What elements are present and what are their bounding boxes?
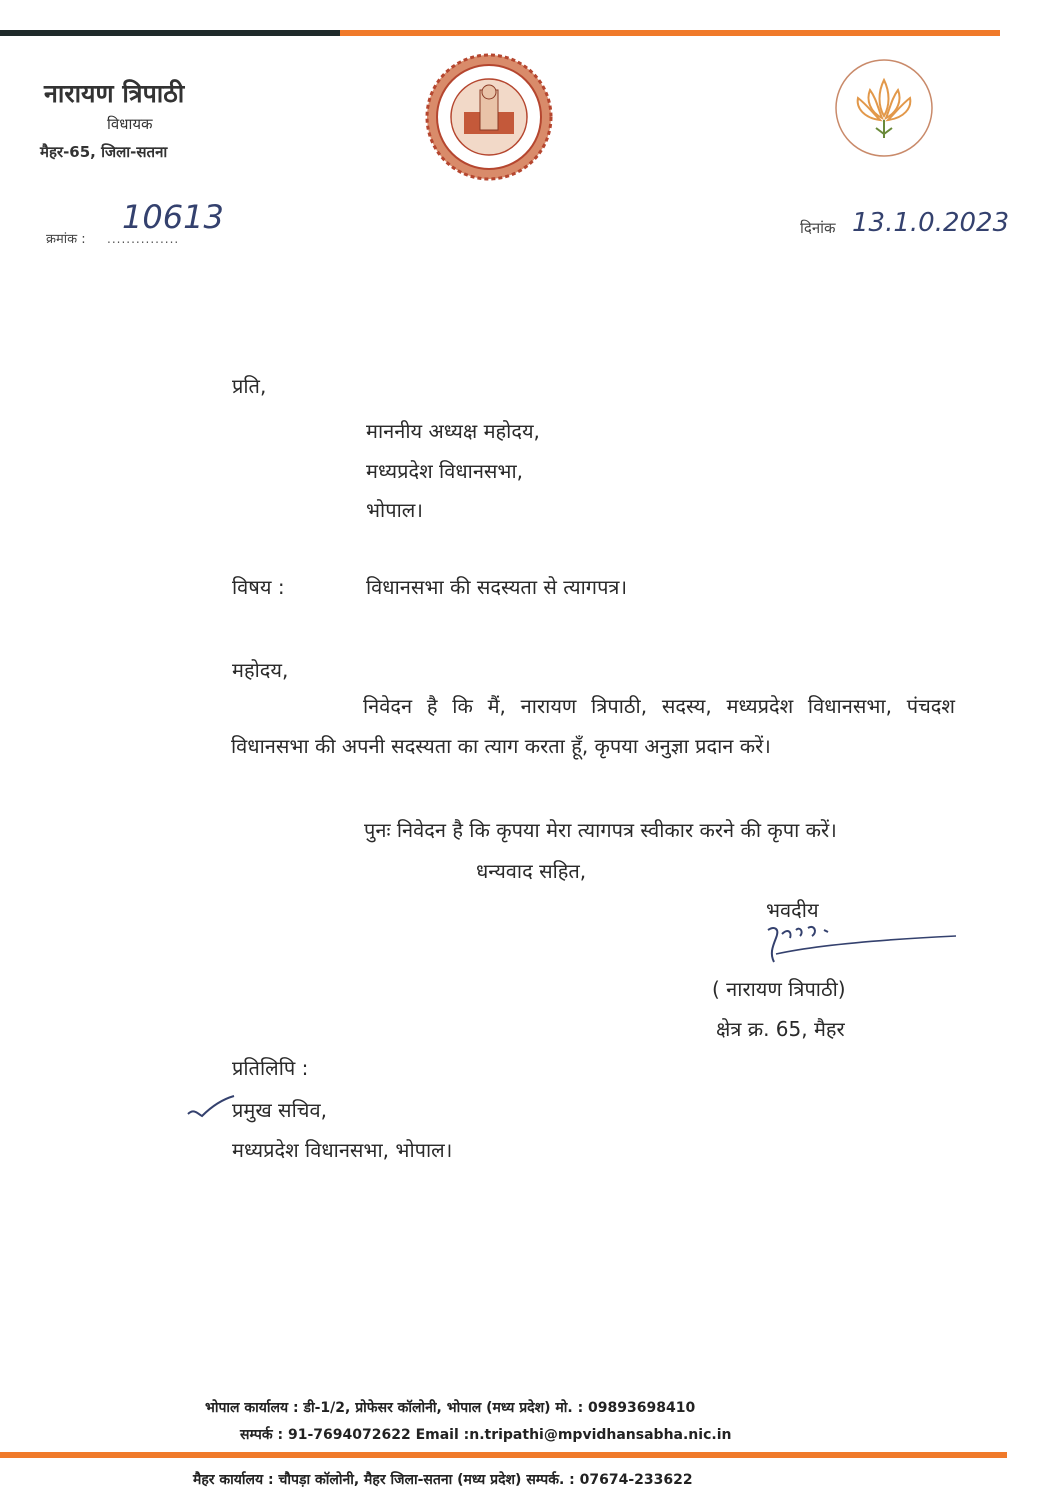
copy-tick-mark	[186, 1092, 236, 1122]
vidhansabha-seal	[424, 52, 554, 182]
mla-name: नारायण त्रिपाठी	[44, 79, 185, 108]
ref-number: 10613	[122, 198, 224, 236]
body-paragraph-1	[231, 686, 955, 766]
body-paragraph-2: पुनः निवेदन है कि कृपया मेरा त्यागपत्र स्वीकार करने की कृपा करें।	[364, 818, 837, 842]
subject-text: विधानसभा की सदस्यता से त्यागपत्र।	[366, 575, 628, 599]
top-bar-accent	[340, 30, 1000, 36]
footer-maihar-office	[193, 1470, 693, 1489]
body-paragraph-1-text: निवेदन है कि मैं, नारायण त्रिपाठी, सदस्य, मध्यप्रदेश विधानसभा, पंचदश विधानसभा की अपनी सदस्यता का त्याग करता हूँ, कृपया अनुज्ञा प्रदान करें।	[231, 694, 955, 758]
recipient-line-2: मध्यप्रदेश विधानसभा,	[366, 459, 524, 483]
mla-designation: विधायक	[107, 115, 153, 133]
signatory-name: ( नारायण त्रिपाठी)	[712, 977, 846, 1001]
footer-contact	[240, 1425, 731, 1444]
signatory-constituency: क्षेत्र क्र. 65, मैहर	[716, 1017, 845, 1041]
date-value: 13.1.0.2023	[852, 208, 1010, 238]
bjp-logo	[834, 58, 934, 158]
footer-maihar-text: चौपड़ा कॉलोनी, मैहर जिला-सतना (मध्य प्रदेश) सम्पर्क. : 07674-233622	[278, 1472, 693, 1488]
salutation: महोदय,	[232, 658, 289, 682]
ref-label: क्रमांक :	[46, 232, 86, 247]
footer-contact-label: सम्पर्क :	[240, 1427, 284, 1443]
footer-bhopal-office	[205, 1398, 695, 1417]
copy-line-2: मध्यप्रदेश विधानसभा, भोपाल।	[232, 1138, 453, 1162]
copy-line-1: प्रमुख सचिव,	[232, 1098, 327, 1122]
recipient-line-1: माननीय अध्यक्ष महोदय,	[366, 419, 540, 443]
top-bar-dark	[0, 30, 340, 36]
footer-bhopal-label: भोपाल कार्यालय :	[205, 1400, 299, 1416]
footer-bar	[0, 1452, 1007, 1458]
to-label: प्रति,	[232, 374, 267, 398]
mla-constituency: मैहर-65, जिला-सतना	[40, 143, 168, 161]
footer-bhopal-text: डी-1/2, प्रोफेसर कॉलोनी, भोपाल (मध्य प्रदेश) मो. : 09893698410	[303, 1400, 696, 1416]
date-label: दिनांक	[800, 219, 836, 237]
closing: धन्यवाद सहित,	[476, 859, 587, 883]
footer-contact-text: 91-7694072622 Email :n.tripathi@mpvidhansabha.nic.in	[287, 1427, 732, 1443]
footer-maihar-label: मैहर कार्यालय :	[193, 1472, 274, 1488]
copy-label: प्रतिलिपि :	[232, 1056, 309, 1080]
ref-dots: ...............	[107, 232, 180, 246]
recipient-line-3: भोपाल।	[366, 498, 423, 522]
valediction: भवदीय	[766, 898, 819, 922]
subject-label: विषय :	[232, 575, 285, 599]
